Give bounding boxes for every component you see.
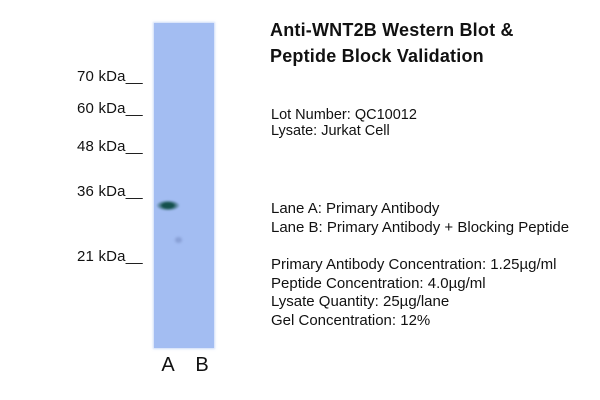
mw-marker-36kda: 36 kDa__ (77, 183, 143, 200)
figure-title (270, 17, 514, 69)
gel-strip-image (154, 23, 214, 348)
mw-marker-60kda: 60 kDa__ (77, 100, 143, 117)
protein-band-lane-a (156, 200, 180, 211)
faint-background-speck (175, 237, 182, 243)
mw-marker-70kda: 70 kDa__ (77, 68, 143, 85)
lane-label-a: A (161, 354, 175, 376)
experiment-details (271, 256, 556, 330)
sample-info (271, 108, 417, 139)
lot-number-text: Lot Number: QC10012 (271, 107, 417, 123)
lane-label-b: B (195, 354, 209, 376)
figure-title-line1: Anti-WNT2B Western Blot & (270, 20, 514, 40)
peptide-concentration: Peptide Concentration: 4.0µg/ml (271, 274, 486, 292)
lane-b-description: Lane B: Primary Antibody + Blocking Peptide (271, 218, 570, 236)
lysate-quantity: Lysate Quantity: 25µg/lane (271, 293, 450, 311)
mw-marker-21kda: 21 kDa__ (77, 248, 143, 265)
mw-marker-48kda: 48 kDa__ (77, 138, 143, 155)
gel-concentration: Gel Concentration: 12% (271, 311, 431, 329)
lane-a-description: Lane A: Primary Antibody (271, 200, 440, 217)
primary-antibody-concentration: Primary Antibody Concentration: 1.25µg/ml (271, 256, 557, 273)
figure-title-line2: Peptide Block Validation (270, 46, 484, 66)
lane-descriptions (271, 200, 569, 237)
lysate-text: Lysate: Jurkat Cell (271, 122, 390, 139)
